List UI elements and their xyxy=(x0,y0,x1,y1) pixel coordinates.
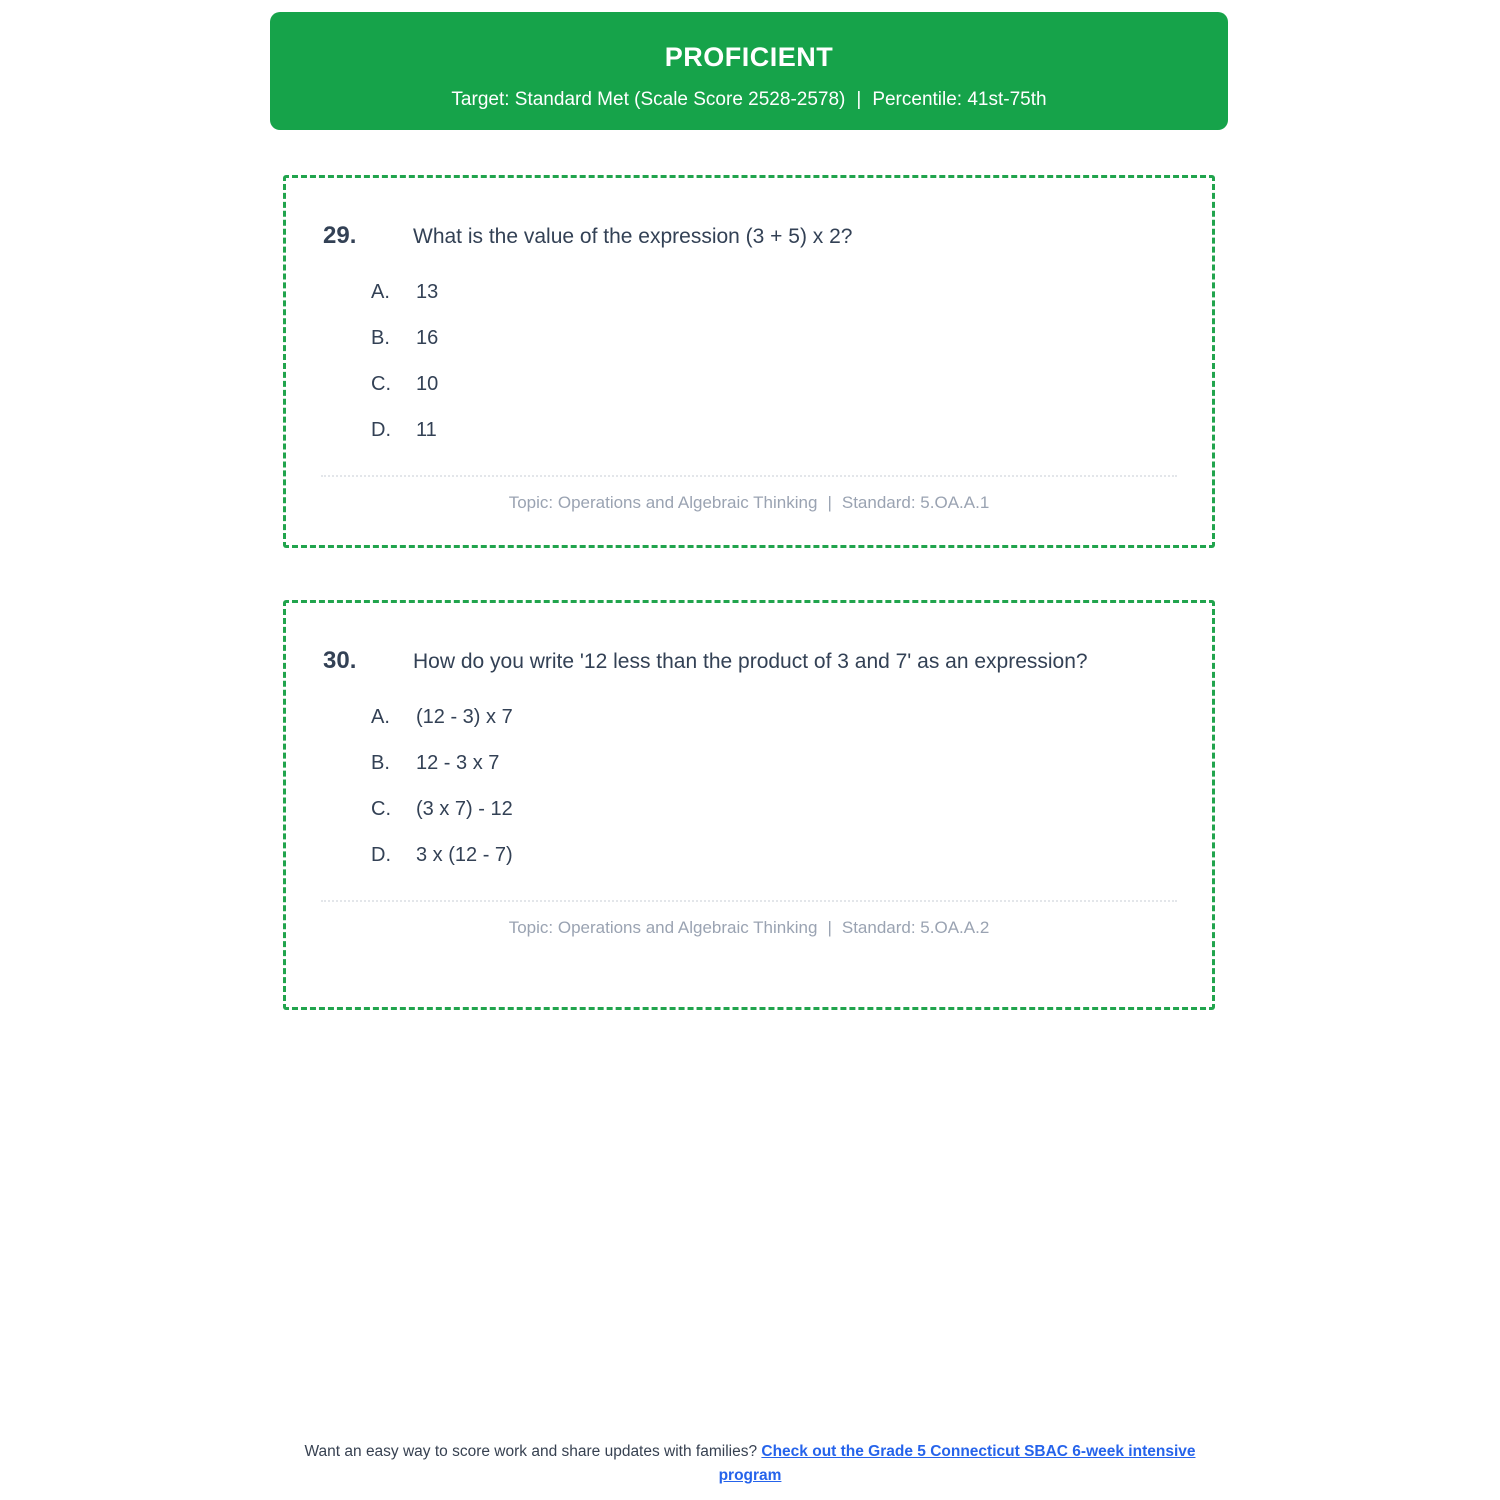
meta-separator: | xyxy=(827,918,832,937)
footer-text: Want an easy way to score work and share updates with families? xyxy=(304,1443,758,1460)
option-letter: D. xyxy=(371,844,391,866)
question-meta xyxy=(286,492,1212,514)
answer-options xyxy=(286,700,1212,872)
question-card-29 xyxy=(283,175,1215,548)
option-letter: A. xyxy=(371,706,390,728)
topic-label: Topic: Operations and Algebraic Thinking xyxy=(508,493,818,512)
answer-option-b xyxy=(286,746,1212,780)
question-card-30 xyxy=(283,600,1215,1010)
meta-separator: | xyxy=(827,493,832,512)
option-text: 12 - 3 x 7 xyxy=(416,752,500,774)
option-text: (12 - 3) x 7 xyxy=(416,706,513,728)
target-scale-score: Target: Standard Met (Scale Score 2528-2578) xyxy=(451,89,846,110)
page-footer xyxy=(275,1440,1225,1488)
option-text: 10 xyxy=(416,373,439,395)
option-text: 16 xyxy=(416,327,439,349)
answer-option-c xyxy=(286,792,1212,826)
standard-label: Standard: 5.OA.A.2 xyxy=(841,918,990,937)
option-letter: C. xyxy=(371,373,391,395)
topic-label: Topic: Operations and Algebraic Thinking xyxy=(508,918,818,937)
proficiency-banner xyxy=(270,12,1228,130)
standard-label: Standard: 5.OA.A.1 xyxy=(841,493,990,512)
question-header xyxy=(286,603,1212,680)
option-letter: A. xyxy=(371,281,390,303)
option-letter: D. xyxy=(371,419,391,441)
question-number: 30. xyxy=(323,647,357,674)
question-meta xyxy=(286,917,1212,939)
answer-option-b xyxy=(286,321,1212,355)
option-letter: B. xyxy=(371,327,390,349)
option-text: 11 xyxy=(416,419,437,441)
proficiency-level-title: PROFICIENT xyxy=(664,42,834,72)
question-text: How do you write '12 less than the product of 3 and 7' as an expression? xyxy=(413,650,1088,673)
answer-option-d xyxy=(286,413,1212,447)
question-number: 29. xyxy=(323,222,357,249)
percentile-range: Percentile: 41st-75th xyxy=(872,89,1047,110)
option-letter: C. xyxy=(371,798,391,820)
option-text: (3 x 7) - 12 xyxy=(416,798,513,820)
option-text: 13 xyxy=(416,281,439,303)
proficiency-banner-subtitle xyxy=(270,88,1228,111)
dotted-divider xyxy=(321,900,1177,902)
answer-option-c xyxy=(286,367,1212,401)
answer-option-d xyxy=(286,838,1212,872)
answer-options xyxy=(286,275,1212,447)
answer-option-a xyxy=(286,700,1212,734)
option-text: 3 x (12 - 7) xyxy=(416,844,513,866)
program-link[interactable]: Check out the Grade 5 Connecticut SBAC 6-week intensive program xyxy=(718,1443,1196,1484)
option-letter: B. xyxy=(371,752,390,774)
dotted-divider xyxy=(321,475,1177,477)
question-text: What is the value of the expression (3 + 5) x 2? xyxy=(413,225,853,248)
subtitle-separator: | xyxy=(856,89,862,110)
answer-option-a xyxy=(286,275,1212,309)
question-header xyxy=(286,178,1212,255)
